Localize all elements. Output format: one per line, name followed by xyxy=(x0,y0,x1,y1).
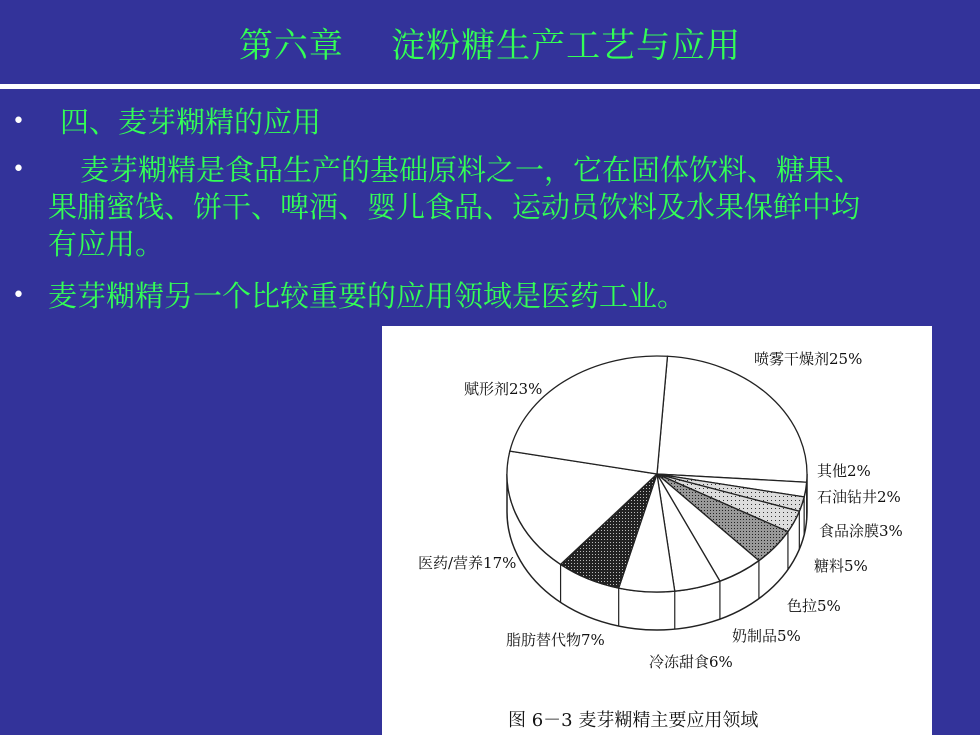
pie-slice-label: 医药/营养17% xyxy=(418,554,517,572)
bullet-marker: • xyxy=(12,283,25,308)
bullet-marker: • xyxy=(12,109,25,134)
pie-chart xyxy=(382,326,932,735)
pie-slice-label: 糖料5% xyxy=(814,557,868,575)
pie-slice-label: 脂肪替代物7% xyxy=(506,631,605,649)
pie-slice-label: 色拉5% xyxy=(787,597,841,615)
bullet-line: 有应用。 xyxy=(48,227,165,261)
bullet-line: 麦芽糊精是食品生产的基础原料之一，它在固体饮料、糖果、 xyxy=(80,153,864,187)
pie-slice-label: 冷冻甜食6% xyxy=(649,653,733,671)
pie-figure xyxy=(382,326,932,735)
slide-title: 第六章 淀粉糖生产工艺与应用 xyxy=(238,25,742,66)
pie-slice-label: 奶制品5% xyxy=(732,627,801,645)
pie-slice xyxy=(657,356,807,482)
bullet-line: 果脯蜜饯、饼干、啤酒、婴儿食品、运动员饮料及水果保鲜中均 xyxy=(48,190,861,224)
bullet-heading: 四、麦芽糊精的应用 xyxy=(60,105,322,139)
pie-slice-label: 其他2% xyxy=(817,462,871,480)
chart-caption: 图 6－3 麦芽糊精主要应用领域 xyxy=(508,710,759,731)
title-divider xyxy=(0,84,980,89)
pie-slice-label: 食品涂膜3% xyxy=(819,522,903,540)
pie-slice-label: 赋形剂23% xyxy=(464,380,543,398)
bullet-line: 麦芽糊精另一个比较重要的应用领域是医药工业。 xyxy=(48,279,687,313)
slide-title-bar xyxy=(0,0,980,84)
pie-slice-label: 喷雾干燥剂25% xyxy=(754,350,863,368)
bullet-marker: • xyxy=(12,157,25,182)
pie-slice-label: 石油钻井2% xyxy=(817,488,901,506)
